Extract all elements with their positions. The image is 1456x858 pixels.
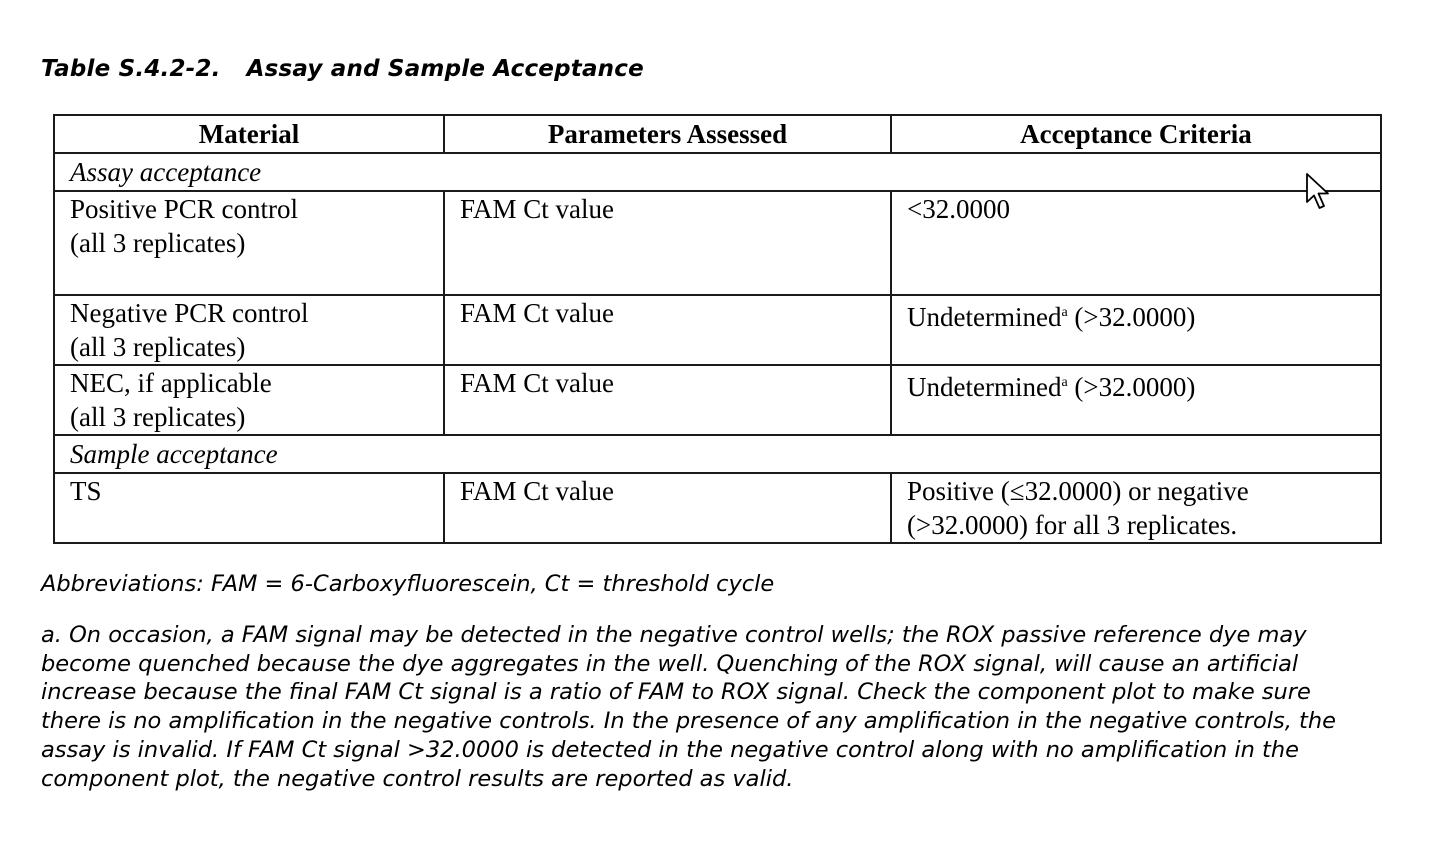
material-line: Negative PCR control <box>70 298 309 328</box>
table-title: Assay and Sample Acceptance <box>246 56 644 82</box>
header-parameters: Parameters Assessed <box>444 115 891 153</box>
mouse-pointer-icon <box>1305 172 1335 214</box>
section-row-sample <box>54 435 1381 473</box>
abbreviations-note: Abbreviations: FAM = 6-Carboxyfluorescein, Ct = threshold cycle <box>41 571 775 597</box>
criteria-cell <box>891 473 1381 543</box>
criteria-text: (>32.0000) <box>1067 302 1196 332</box>
material-line: (all 3 replicates) <box>70 332 246 362</box>
table-row <box>54 295 1381 365</box>
material-line: (all 3 replicates) <box>70 402 246 432</box>
table-number: Table S.4.2-2. <box>41 56 221 82</box>
header-row <box>54 115 1381 153</box>
header-material: Material <box>54 115 444 153</box>
criteria-line: Positive (≤32.0000) or negative <box>907 476 1249 506</box>
section-label-sample: Sample acceptance <box>54 435 1381 473</box>
parameter-cell: FAM Ct value <box>444 295 891 365</box>
section-label-assay: Assay acceptance <box>54 153 1381 191</box>
parameter-cell: FAM Ct value <box>444 365 891 435</box>
footnote-marker: a <box>1061 375 1068 390</box>
footnote-marker: a <box>1061 305 1068 320</box>
footnote-line: component plot, the negative control results are reported as valid. <box>41 765 794 792</box>
table-row <box>54 191 1381 295</box>
criteria-cell <box>891 365 1381 435</box>
material-line: NEC, if applicable <box>70 368 272 398</box>
criteria-cell <box>891 295 1381 365</box>
footnote <box>41 621 1421 793</box>
criteria-line: (>32.0000) for all 3 replicates. <box>907 510 1238 540</box>
table-row <box>54 365 1381 435</box>
material-cell <box>54 365 444 435</box>
header-criteria: Acceptance Criteria <box>891 115 1381 153</box>
material-cell <box>54 295 444 365</box>
footnote-line: assay is invalid. If FAM Ct signal >32.0000 is detected in the negative control along with no amplification in the <box>41 736 1299 763</box>
material-cell <box>54 191 444 295</box>
footnote-line: increase because the final FAM Ct signal is a ratio of FAM to ROX signal. Check the component plot to make sure <box>41 679 1311 706</box>
table-row <box>54 473 1381 543</box>
table-caption <box>41 56 644 82</box>
material-line: (all 3 replicates) <box>70 228 246 258</box>
criteria-text: Undetermined <box>907 372 1062 402</box>
footnote-line: there is no amplification in the negative controls. In the presence of any amplification in the negative controls, the <box>41 708 1336 735</box>
material-cell: TS <box>54 473 444 543</box>
material-line: Positive PCR control <box>70 194 299 224</box>
footnote-line: a. On occasion, a FAM signal may be detected in the negative control wells; the ROX passive reference dye may <box>41 622 1307 648</box>
parameter-cell: FAM Ct value <box>444 191 891 295</box>
parameter-cell: FAM Ct value <box>444 473 891 543</box>
section-row-assay <box>54 153 1381 191</box>
footnote-line: become quenched because the dye aggregates in the well. Quenching of the ROX signal, will cause an artificial <box>41 650 1299 677</box>
criteria-text: Undetermined <box>907 302 1062 332</box>
criteria-cell: <32.0000 <box>891 191 1381 295</box>
criteria-text: (>32.0000) <box>1067 372 1196 402</box>
acceptance-table <box>53 114 1382 544</box>
